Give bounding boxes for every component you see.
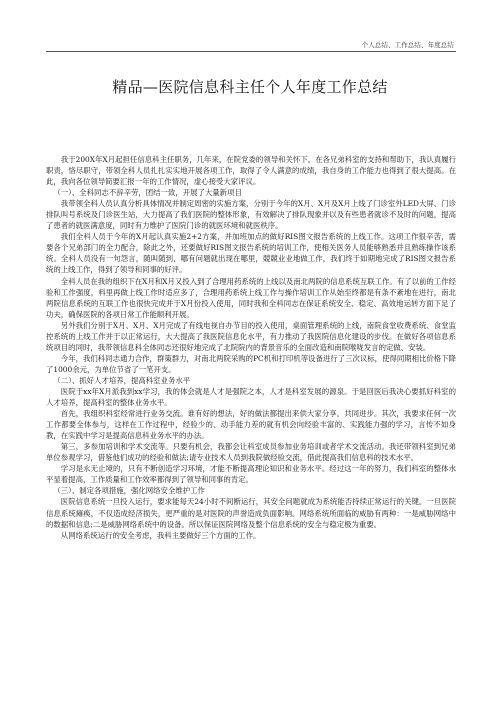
- paragraph: 从网络系统运行的安全考虑，我科主要做好三个方面的工作。: [60, 530, 261, 540]
- section-heading-2: （二）、抓好人才培养，提高科室业务水平: [53, 375, 191, 385]
- paragraph: 今年，我们科同志通力合作，群策群力，对南北两院采购的PC机和打印机等设备进行了三次议标，使得同期相比价格下降了1000余元，为单位节省了一笔开支。: [46, 353, 456, 374]
- paragraph: 学习是永无止境的，只有不断创造学习环境，才能不断提高理论知识和业务水平。经过这一年的努力，我们科室的整体水平显着提高，工作质量和工作效率都得到了领导和同事的肯定。: [46, 464, 456, 485]
- paragraph: 医院信息系统一旦投入运行，要求能每天24小时不间断运行，其安全问题就成为系统能否持续正常运行的关键。一旦医院信息系统瘫痪，不仅造成经济损失，更严重的是对医院的声誉造成负面影响。网络系统所面临的威胁有两种：一是威胁网络中的数据和信息;二是威胁网络系统中的设备。所以保证医院网络及整个信息系统的安全与稳定极为重要。: [46, 497, 456, 529]
- paragraph: 我们全科人员于今年的X月起认真实施2+2方案，并加班加点的做好RIS图文报告系统的上线工作。这项工作很辛苦，需要各个兄弟部门的全力配合，除此之外，还要做好RIS图文报告系统的培训工作，使相关医务人员能够熟悉并且熟练操作该系统。全科人员没有一句怨言，随叫随到，哪有问题就出现在哪里，競競业业地做工作，我们终于如期地完成了RIS图文报告系统的上线工作，得到了领导和同事的好评。: [46, 232, 456, 275]
- paragraph-intro: 我于200X年X月起担任信息科主任职务，几年来，在院党委的领导和关怀下，在各兄弟科室的支持和帮助下，我认真履行职责，恪尽职守，带领全科人员扎扎实实地开展各项工作，取得了令人满意的成绩，我自身的工作能力也得到了很大提高。在此，我向各位领导简要汇报一年的工作情况，虚心接受大家评议。: [46, 155, 456, 187]
- header-divider: [46, 51, 456, 52]
- header-note: 个人总结、工作总结、年度总结: [361, 41, 454, 49]
- section-heading-1: （一）、全科同志不辞辛劳，团结一致，开展了大量新项目: [53, 188, 242, 198]
- paragraph: 医院于xx年X月派我到xx学习，我的体会就是人才是强院之本，人才是科室发展的源泉。于是回医后我决心要抓好科室的人才培养，提高科室的整体业务水平。: [46, 386, 456, 408]
- paragraph: 全科人员在我的组织下在X月和X月又投入到了合理用药系统的上线以及南北两院的信息系统互联工作。有了以前的工作经验和工作强度，料里再做上线工作时适应多了，合理用药系统上线工作与操作培训工作从始至终都是有条不紊地在进行，南北两院信息系统的互联工作也很快完成并于X月份投入使用，同时我和全科同志在保证系统安全、稳定、高效地运转方面下足了功夫，确保医院的各项日常工作能顺利开展。: [46, 276, 456, 319]
- paragraph: 我带领全科人员认真分析具体情况并制定周密的实施方案，分别于今年的X月、X月及X月上线了门诊室外LED大屏、门诊排队叫号系统及门诊医生站，大力提高了我们医院的整体形象，有效解决了排队现象并以及有些患者就诊不及时的问题，提高了患者的就医满意度，同时有力维护了医院门诊的就医环境和就医秩序。: [46, 199, 456, 231]
- document-body: [46, 154, 456, 541]
- document-title: 精品—医院信息科主任个人年度工作总结: [112, 78, 388, 96]
- paragraph: 另外我们分别于X月、X月、X月完成了有线电视自办节目的投入使用，桌面管理系统的上线，南院食堂收费系统、食堂监控系统的上线工作并于以正常运行，大大提高了我医院信息化水平，有力推动了我医院信息化建设的步伐。在做好各项信息系统项目的同时，我带领信息科全体同志还很好地完成了北院院内的背景音乐的全面改造和南院喉咙发言的定做、安装。: [46, 320, 456, 352]
- paragraph: 首先，我组织科室经常进行业务交流。谁有好的想法，好的做法都提出来供大家分享，共同进步。其次，我要求任何一次工作都要全体参与，这样在工作过程中，经验少的、动手能力差的就有机会向经验丰富的、实践能力强的学习，言传不如身教，在实践中学习是提高信息科业务水平的办法。: [46, 409, 456, 441]
- section-heading-3: （三）、制定各项措施，强化网络安全维护工作: [53, 486, 205, 496]
- paragraph: 第三，多参加培训和学术交流等。只要有机会，我都会让科室成员参加业务培训或者学术交流活动。我还带领科室到兄弟单位参观学习，借鉴他们成功的经验和做法;请专业技术人员到我院做经验交流，借此提高我们信息科的技术水平。: [46, 442, 456, 463]
